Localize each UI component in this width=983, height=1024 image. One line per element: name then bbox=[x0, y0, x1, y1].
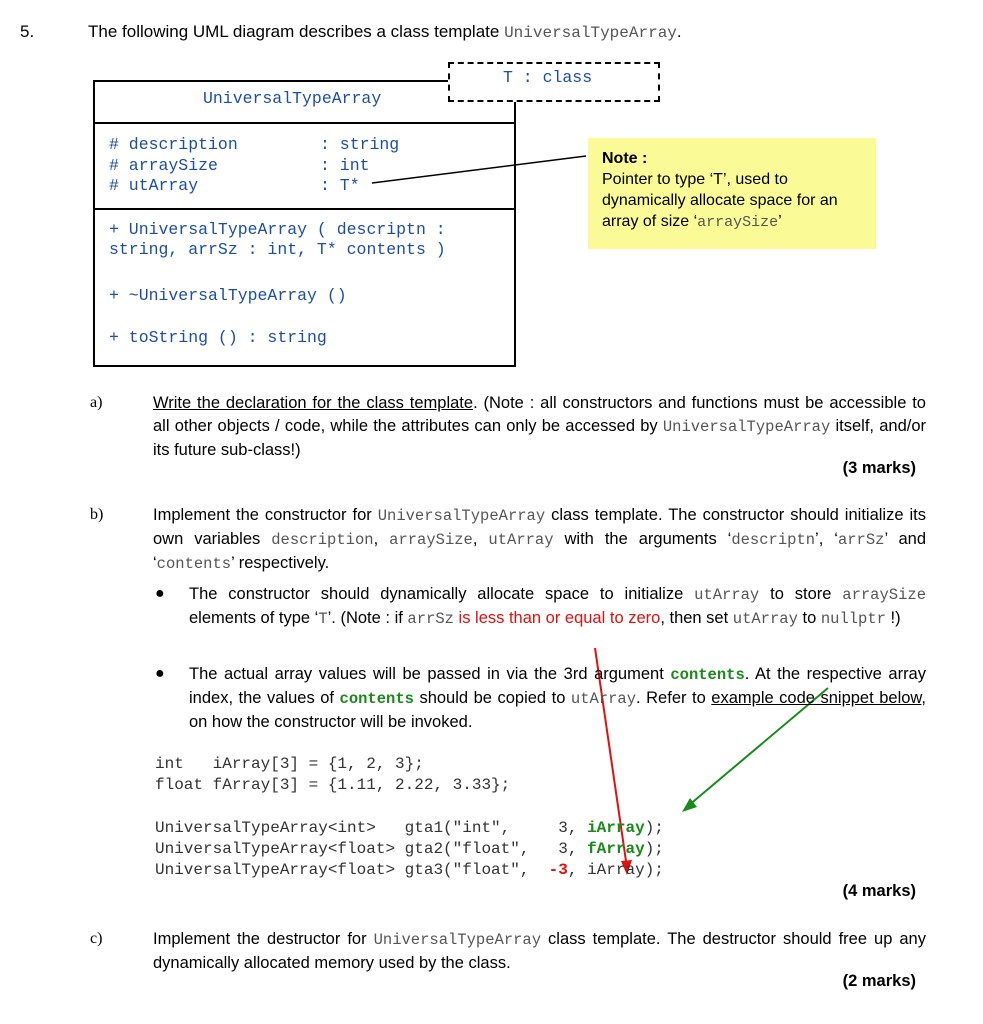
uml-attr-2-name: # arraySize bbox=[109, 156, 218, 175]
bullet-2-marker: ● bbox=[155, 665, 165, 682]
uml-attr-2-type: : int bbox=[320, 156, 370, 175]
question-number: 5. bbox=[20, 22, 35, 41]
uml-method-destructor: + ~UniversalTypeArray () bbox=[109, 286, 347, 305]
uml-class-name: UniversalTypeArray bbox=[203, 89, 382, 108]
code-line-3: UniversalTypeArray<int> gta1("int", 3, iArray); bbox=[155, 819, 664, 837]
part-a-letter: a) bbox=[90, 394, 103, 411]
uml-attr-3-name: # utArray bbox=[109, 176, 199, 195]
uml-method-tostring: + toString () : string bbox=[109, 328, 327, 347]
code-line-2: float fArray[3] = {1.11, 2.22, 3.33}; bbox=[155, 776, 511, 794]
note-text: Pointer to type ‘T’, used to dynamically allocate space for an array of size ‘arraySize’ bbox=[602, 171, 838, 231]
uml-template-param: T : class bbox=[503, 68, 593, 87]
part-c-text: Implement the destructor for UniversalTypeArray class template. The destructor should free up any dynamically allocated memory used by the class. bbox=[153, 930, 926, 972]
question-intro: The following UML diagram describes a class template UniversalTypeArray. bbox=[88, 22, 682, 42]
part-b-bullet-1: The constructor should dynamically allocate space to initialize utArray to store arraySize elements of type ‘T’. (Note : if arrSz is less than or equal to zero, then set utArray to nullptr !) bbox=[189, 585, 926, 628]
part-a-marks: (3 marks) bbox=[842, 459, 916, 477]
uml-attr-3-type: : T* bbox=[320, 176, 360, 195]
part-c-marks: (2 marks) bbox=[842, 972, 916, 990]
bullet-1-marker: ● bbox=[155, 585, 165, 602]
code-line-4: UniversalTypeArray<float> gta2("float", 3, fArray); bbox=[155, 840, 664, 858]
part-c-letter: c) bbox=[90, 930, 103, 947]
uml-method-constructor-1: + UniversalTypeArray ( descriptn : bbox=[109, 220, 446, 239]
part-b-bullet-2: The actual array values will be passed in via the 3rd argument contents. At the respective array index, the values of contents should be copied to utArray. Refer to example code snippet below, on how the constructor will be invoked. bbox=[189, 665, 927, 731]
uml-attr-1-type: : string bbox=[320, 135, 400, 154]
uml-attr-1-name: # description bbox=[109, 135, 238, 154]
part-a-text: Write the declaration for the class template. (Note : all constructors and functions must be accessible to all other objects / code, while the attributes can only be accessed by UniversalTypeArray itself, and/or its future sub-class!) bbox=[153, 394, 926, 459]
part-b-letter: b) bbox=[90, 506, 104, 523]
part-b-text: Implement the constructor for UniversalTypeArray class template. The constructor should initialize its own variables description, arraySize, utArray with the arguments ‘descriptn’, ‘arrSz’ and ‘contents’ respectively. bbox=[153, 506, 927, 573]
note-title: Note : bbox=[602, 150, 648, 167]
uml-method-constructor-2: string, arrSz : int, T* contents ) bbox=[109, 240, 446, 259]
code-line-5: UniversalTypeArray<float> gta3("float", -3, iArray); bbox=[155, 861, 664, 879]
code-line-1: int iArray[3] = {1, 2, 3}; bbox=[155, 755, 424, 773]
part-b-marks: (4 marks) bbox=[842, 882, 916, 900]
note-connector-line bbox=[372, 156, 586, 183]
